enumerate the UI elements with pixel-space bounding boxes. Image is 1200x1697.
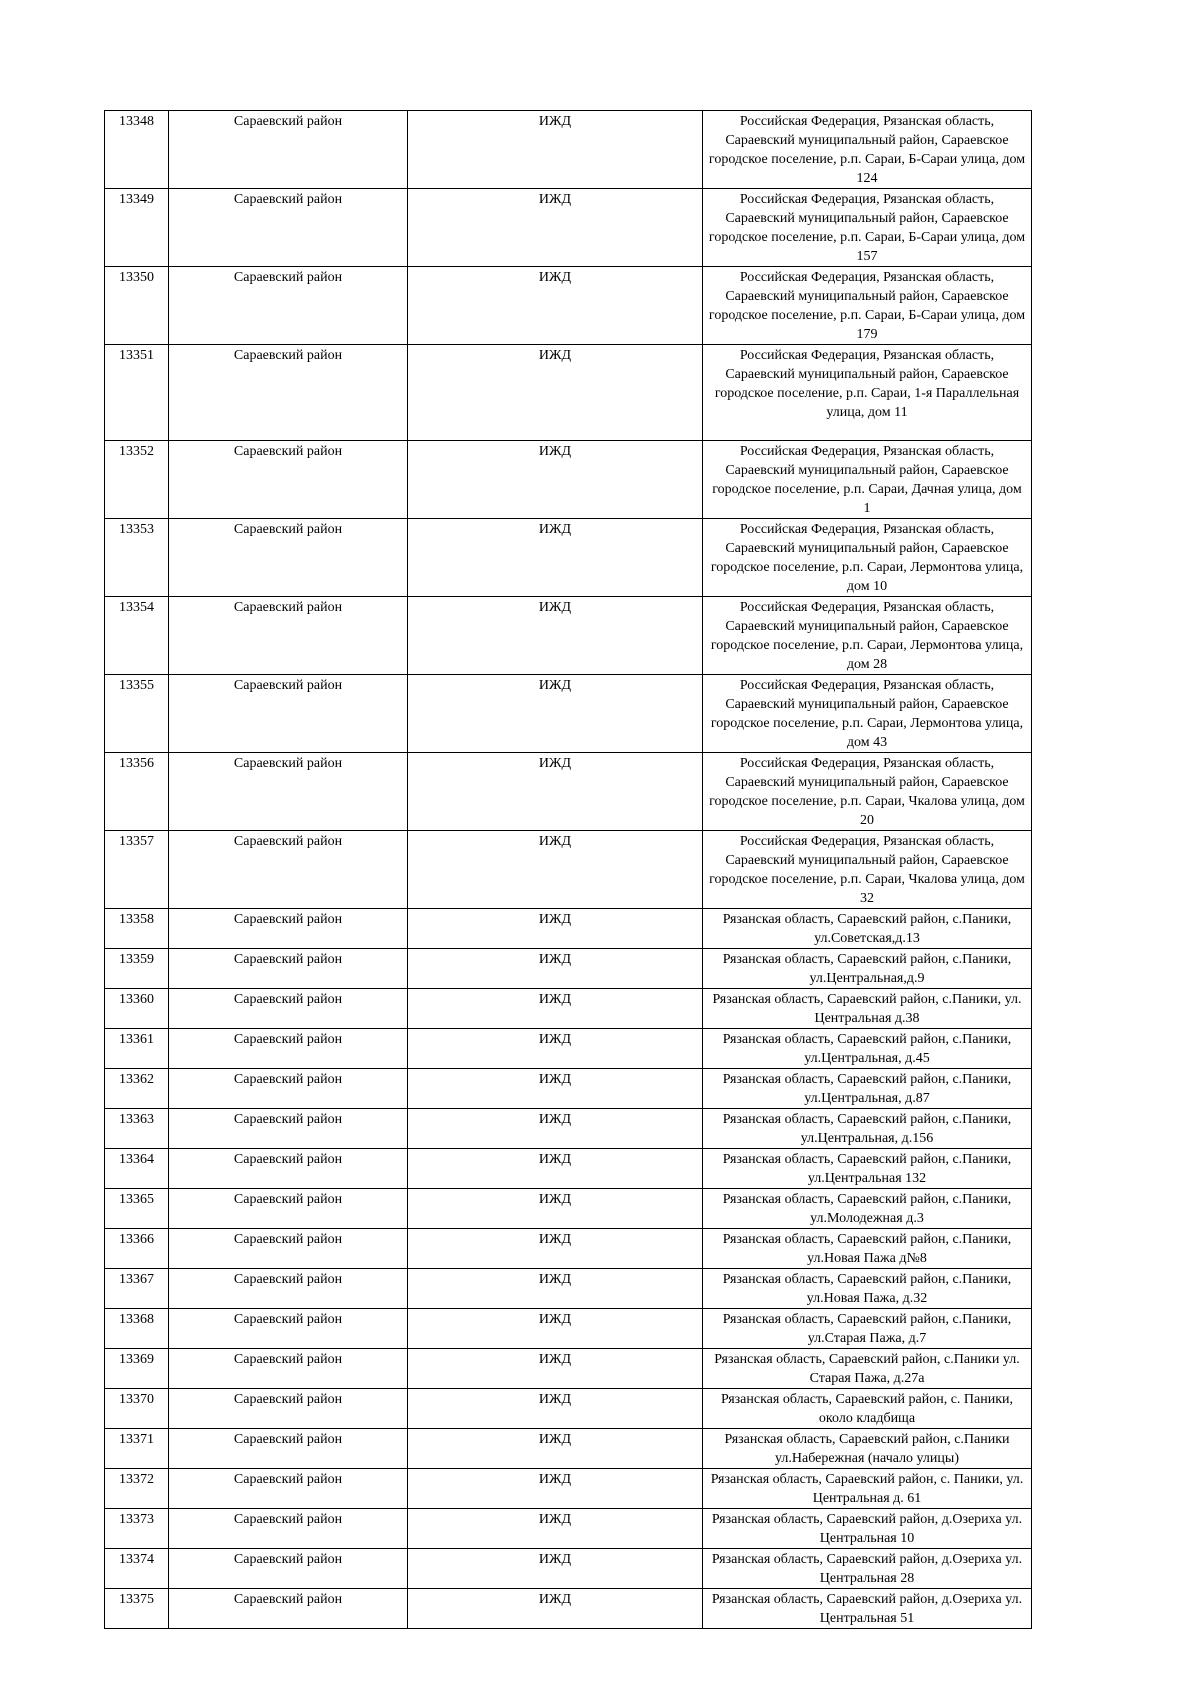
row-number-cell: 13353	[105, 519, 169, 597]
address-cell: Рязанская область, Сараевский район, с.Паники, ул. Центральная д.38	[703, 989, 1032, 1029]
row-number-cell: 13365	[105, 1189, 169, 1229]
table-row	[105, 1469, 1032, 1509]
address-cell: Рязанская область, Сараевский район, д.Озериха ул. Центральная 10	[703, 1509, 1032, 1549]
district-cell: Сараевский район	[169, 1149, 408, 1189]
table-row	[105, 1589, 1032, 1629]
address-cell: Рязанская область, Сараевский район, с.Паники, ул.Центральная, д.45	[703, 1029, 1032, 1069]
table-row	[105, 111, 1032, 189]
object-type-cell: ИЖД	[408, 189, 703, 267]
table-row	[105, 267, 1032, 345]
address-cell: Рязанская область, Сараевский район, с.Паники ул. Старая Пажа, д.27а	[703, 1349, 1032, 1389]
address-cell: Российская Федерация, Рязанская область, Сараевский муниципальный район, Сараевское городское поселение, р.п. Сараи, Лермонтова улица, дом 43	[703, 675, 1032, 753]
object-type-cell: ИЖД	[408, 1029, 703, 1069]
object-type-cell: ИЖД	[408, 1189, 703, 1229]
district-cell: Сараевский район	[169, 949, 408, 989]
row-number-cell: 13348	[105, 111, 169, 189]
address-cell: Рязанская область, Сараевский район, с.Паники, ул.Молодежная д.3	[703, 1189, 1032, 1229]
row-number-cell: 13373	[105, 1509, 169, 1549]
object-type-cell: ИЖД	[408, 111, 703, 189]
address-cell: Российская Федерация, Рязанская область, Сараевский муниципальный район, Сараевское городское поселение, р.п. Сараи, Чкалова улица, дом 32	[703, 831, 1032, 909]
table-row	[105, 1269, 1032, 1309]
row-number-cell: 13356	[105, 753, 169, 831]
district-cell: Сараевский район	[169, 111, 408, 189]
district-cell: Сараевский район	[169, 519, 408, 597]
object-type-cell: ИЖД	[408, 1109, 703, 1149]
district-cell: Сараевский район	[169, 1029, 408, 1069]
object-type-cell: ИЖД	[408, 989, 703, 1029]
row-number-cell: 13359	[105, 949, 169, 989]
row-number-cell: 13363	[105, 1109, 169, 1149]
address-cell: Российская Федерация, Рязанская область, Сараевский муниципальный район, Сараевское городское поселение, р.п. Сараи, Лермонтова улица, дом 28	[703, 597, 1032, 675]
district-cell: Сараевский район	[169, 1549, 408, 1589]
address-cell: Российская Федерация, Рязанская область, Сараевский муниципальный район, Сараевское городское поселение, р.п. Сараи, Лермонтова улица, дом 10	[703, 519, 1032, 597]
object-type-cell: ИЖД	[408, 519, 703, 597]
district-cell: Сараевский район	[169, 1509, 408, 1549]
address-cell: Рязанская область, Сараевский район, с.Паники, ул.Новая Пажа д№8	[703, 1229, 1032, 1269]
object-type-cell: ИЖД	[408, 345, 703, 441]
object-type-cell: ИЖД	[408, 1269, 703, 1309]
object-type-cell: ИЖД	[408, 1229, 703, 1269]
address-cell: Рязанская область, Сараевский район, с. Паники, около кладбища	[703, 1389, 1032, 1429]
address-cell: Рязанская область, Сараевский район, с.Паники ул.Набережная (начало улицы)	[703, 1429, 1032, 1469]
district-cell: Сараевский район	[169, 909, 408, 949]
object-type-cell: ИЖД	[408, 1309, 703, 1349]
table-row	[105, 441, 1032, 519]
address-cell: Рязанская область, Сараевский район, с. Паники, ул. Центральная д. 61	[703, 1469, 1032, 1509]
land-plots-table	[104, 110, 1032, 1629]
object-type-cell: ИЖД	[408, 831, 703, 909]
row-number-cell: 13366	[105, 1229, 169, 1269]
row-number-cell: 13369	[105, 1349, 169, 1389]
table-row	[105, 909, 1032, 949]
object-type-cell: ИЖД	[408, 441, 703, 519]
district-cell: Сараевский район	[169, 989, 408, 1029]
district-cell: Сараевский район	[169, 1469, 408, 1509]
row-number-cell: 13350	[105, 267, 169, 345]
address-cell: Российская Федерация, Рязанская область, Сараевский муниципальный район, Сараевское городское поселение, р.п. Сараи, Б-Сараи улица, дом 157	[703, 189, 1032, 267]
object-type-cell: ИЖД	[408, 909, 703, 949]
row-number-cell: 13351	[105, 345, 169, 441]
object-type-cell: ИЖД	[408, 1149, 703, 1189]
district-cell: Сараевский район	[169, 1229, 408, 1269]
object-type-cell: ИЖД	[408, 675, 703, 753]
district-cell: Сараевский район	[169, 267, 408, 345]
address-cell: Российская Федерация, Рязанская область, Сараевский муниципальный район, Сараевское городское поселение, р.п. Сараи, 1-я Параллельная улица, дом 11	[703, 345, 1032, 441]
address-cell: Рязанская область, Сараевский район, с.Паники, ул.Новая Пажа, д.32	[703, 1269, 1032, 1309]
table-row	[105, 675, 1032, 753]
address-cell: Рязанская область, Сараевский район, с.Паники, ул.Центральная, д.87	[703, 1069, 1032, 1109]
row-number-cell: 13370	[105, 1389, 169, 1429]
district-cell: Сараевский район	[169, 189, 408, 267]
object-type-cell: ИЖД	[408, 1509, 703, 1549]
row-number-cell: 13375	[105, 1589, 169, 1629]
address-cell: Российская Федерация, Рязанская область, Сараевский муниципальный район, Сараевское городское поселение, р.п. Сараи, Б-Сараи улица, дом 179	[703, 267, 1032, 345]
district-cell: Сараевский район	[169, 1269, 408, 1309]
object-type-cell: ИЖД	[408, 1589, 703, 1629]
row-number-cell: 13358	[105, 909, 169, 949]
object-type-cell: ИЖД	[408, 1349, 703, 1389]
object-type-cell: ИЖД	[408, 1429, 703, 1469]
row-number-cell: 13367	[105, 1269, 169, 1309]
address-cell: Рязанская область, Сараевский район, с.Паники, ул.Центральная,д.9	[703, 949, 1032, 989]
table-row	[105, 1349, 1032, 1389]
district-cell: Сараевский район	[169, 1309, 408, 1349]
table-row	[105, 189, 1032, 267]
table-row	[105, 1509, 1032, 1549]
table-row	[105, 831, 1032, 909]
district-cell: Сараевский район	[169, 753, 408, 831]
table-row	[105, 1429, 1032, 1469]
address-cell: Российская Федерация, Рязанская область, Сараевский муниципальный район, Сараевское городское поселение, р.п. Сараи, Чкалова улица, дом 20	[703, 753, 1032, 831]
district-cell: Сараевский район	[169, 1109, 408, 1149]
district-cell: Сараевский район	[169, 1189, 408, 1229]
row-number-cell: 13349	[105, 189, 169, 267]
address-cell: Рязанская область, Сараевский район, д.Озериха ул. Центральная 51	[703, 1589, 1032, 1629]
row-number-cell: 13364	[105, 1149, 169, 1189]
row-number-cell: 13361	[105, 1029, 169, 1069]
object-type-cell: ИЖД	[408, 949, 703, 989]
row-number-cell: 13372	[105, 1469, 169, 1509]
row-number-cell: 13362	[105, 1069, 169, 1109]
table-row	[105, 989, 1032, 1029]
district-cell: Сараевский район	[169, 831, 408, 909]
table-row	[105, 1029, 1032, 1069]
address-cell: Российская Федерация, Рязанская область, Сараевский муниципальный район, Сараевское городское поселение, р.п. Сараи, Дачная улица, дом 1	[703, 441, 1032, 519]
table-row	[105, 597, 1032, 675]
table-row	[105, 949, 1032, 989]
district-cell: Сараевский район	[169, 345, 408, 441]
row-number-cell: 13352	[105, 441, 169, 519]
district-cell: Сараевский район	[169, 1589, 408, 1629]
object-type-cell: ИЖД	[408, 597, 703, 675]
table-row	[105, 1229, 1032, 1269]
row-number-cell: 13374	[105, 1549, 169, 1589]
object-type-cell: ИЖД	[408, 1469, 703, 1509]
address-cell: Российская Федерация, Рязанская область, Сараевский муниципальный район, Сараевское городское поселение, р.п. Сараи, Б-Сараи улица, дом 124	[703, 111, 1032, 189]
row-number-cell: 13371	[105, 1429, 169, 1469]
table-row	[105, 1189, 1032, 1229]
object-type-cell: ИЖД	[408, 1069, 703, 1109]
district-cell: Сараевский район	[169, 675, 408, 753]
row-number-cell: 13354	[105, 597, 169, 675]
table-row	[105, 1069, 1032, 1109]
object-type-cell: ИЖД	[408, 1389, 703, 1429]
table-row	[105, 1389, 1032, 1429]
object-type-cell: ИЖД	[408, 753, 703, 831]
address-cell: Рязанская область, Сараевский район, с.Паники, ул.Советская,д.13	[703, 909, 1032, 949]
row-number-cell: 13355	[105, 675, 169, 753]
district-cell: Сараевский район	[169, 597, 408, 675]
table-row	[105, 1109, 1032, 1149]
district-cell: Сараевский район	[169, 1349, 408, 1389]
row-number-cell: 13357	[105, 831, 169, 909]
table-row	[105, 345, 1032, 441]
table-row	[105, 1549, 1032, 1589]
object-type-cell: ИЖД	[408, 1549, 703, 1589]
address-cell: Рязанская область, Сараевский район, с.Паники, ул.Центральная 132	[703, 1149, 1032, 1189]
address-cell: Рязанская область, Сараевский район, д.Озериха ул. Центральная 28	[703, 1549, 1032, 1589]
row-number-cell: 13368	[105, 1309, 169, 1349]
table-row	[105, 519, 1032, 597]
district-cell: Сараевский район	[169, 1429, 408, 1469]
table-row	[105, 753, 1032, 831]
row-number-cell: 13360	[105, 989, 169, 1029]
district-cell: Сараевский район	[169, 1069, 408, 1109]
address-cell: Рязанская область, Сараевский район, с.Паники, ул.Центральная, д.156	[703, 1109, 1032, 1149]
district-cell: Сараевский район	[169, 1389, 408, 1429]
object-type-cell: ИЖД	[408, 267, 703, 345]
table-row	[105, 1309, 1032, 1349]
district-cell: Сараевский район	[169, 441, 408, 519]
table-body	[105, 111, 1032, 1629]
table-row	[105, 1149, 1032, 1189]
address-cell: Рязанская область, Сараевский район, с.Паники, ул.Старая Пажа, д.7	[703, 1309, 1032, 1349]
